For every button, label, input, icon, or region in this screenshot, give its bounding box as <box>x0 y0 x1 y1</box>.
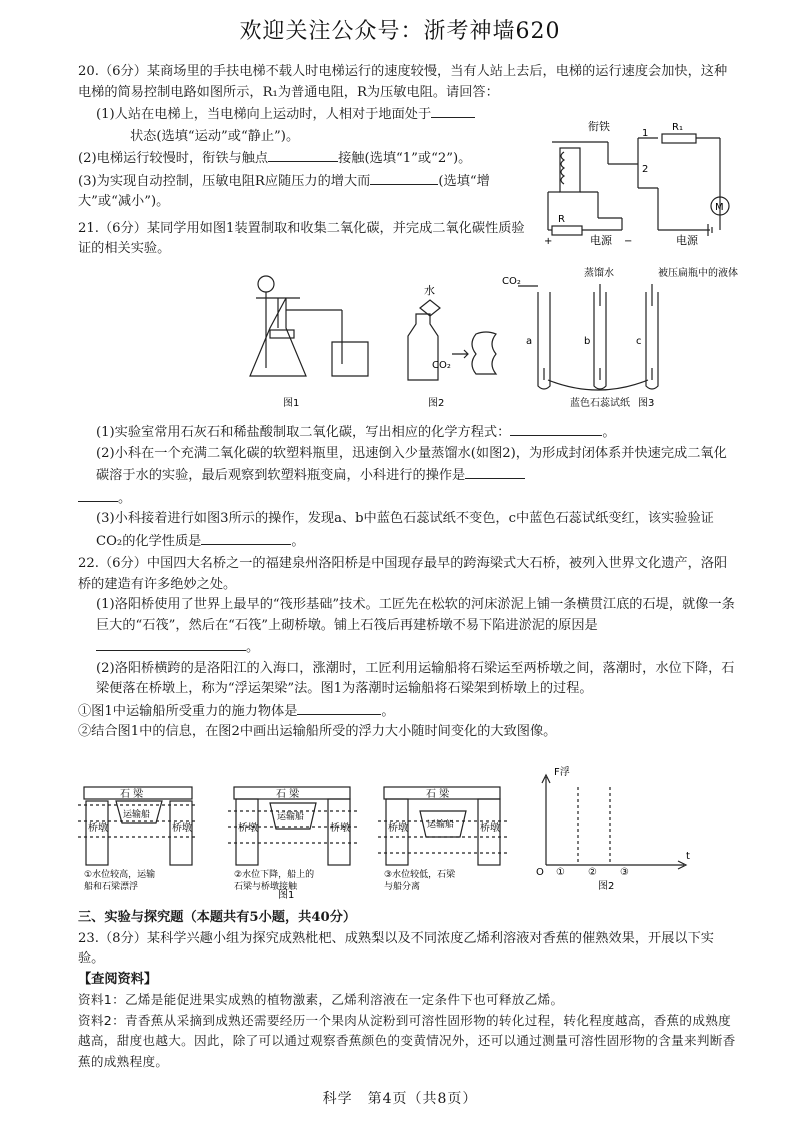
q22-sub1: ①图1中运输船所受重力的施力物体是 。 <box>78 700 738 723</box>
tick-3: ③ <box>620 866 629 878</box>
tube-b-label: b <box>584 335 591 347</box>
beam-label-2: 石 梁 <box>276 788 300 800</box>
r-label: R <box>558 214 565 225</box>
q22-sub2: ②结合图1中的信息，在图2中画出运输船所受的浮力大小随时间变化的大致图像。 <box>78 724 557 739</box>
tick-2: ② <box>588 866 597 878</box>
q20-part3: (3)为实现自动控制，压敏电阻R应随压力的增大而 (选填“增大”或“减小”)。 <box>78 170 528 213</box>
q20-part1: (1)人站在电梯上，当电梯向上运动时，人相对于地面处于 <box>78 103 528 126</box>
pier-label: 桥墩 <box>480 822 500 834</box>
q21-blank2-cont: 。 <box>78 487 738 510</box>
tube-a-label: a <box>526 335 533 347</box>
graph-y-label: F浮 <box>554 766 570 778</box>
fig3-caption: 图3 <box>638 397 655 409</box>
page-footer: 科学 第4页（共8页） <box>322 1091 478 1107</box>
graph-x-label: t <box>686 850 690 862</box>
cap3-line1: ③水位较低，石梁 <box>384 869 456 880</box>
contact1-label: 1 <box>642 128 649 139</box>
cap2-line1: ②水位下降，船上的 <box>234 869 315 880</box>
q21-blank1[interactable] <box>510 421 602 436</box>
cap1-line2: 船和石梁漂浮 <box>84 881 139 892</box>
pier-label: 桥墩 <box>388 822 408 834</box>
distilled-water-label: 蒸馏水 <box>584 267 614 279</box>
armature-label: 衔铁 <box>588 120 610 133</box>
q23-material1: 资料1：乙烯是能促进果实成熟的植物激素，乙烯利溶液在一定条件下也可释放乙烯。 <box>78 992 564 1007</box>
question-21 <box>78 219 738 553</box>
q21-part3: (3)小科接着进行如图3所示的操作，发现a、b中蓝色石蕊试纸不变色，c中蓝色石蕊试纸变红，该实验验证CO₂的化学性质是 。 <box>96 511 714 549</box>
pier-label: 桥墩 <box>238 822 258 834</box>
water-label: 水 <box>424 283 435 297</box>
q21-stem: 21.（6分）某同学用如图1装置制取和收集二氧化碳，并完成二氧化碳性质验证的相关实验。 <box>78 220 525 256</box>
liquid-label: 被压扁瓶中的液体 <box>658 267 738 279</box>
force-graph <box>542 775 686 869</box>
power2-label: 电源 <box>676 234 698 247</box>
ship-label-1: 运输船 <box>123 809 151 820</box>
q23-material2: 资料2：青香蕉从采摘到成熟还需要经历一个果肉从淀粉到可溶性固形物的转化过程，转化程度越高，香蕉的成熟度越高，甜度也越大。因此，除了可以通过观察香蕉颜色的变黄情况外，还可以通过测量可溶性固形物的含量来判断香蕉的成熟程度。 <box>78 1012 736 1069</box>
q22-blank2[interactable] <box>297 700 381 715</box>
q22-blank1[interactable] <box>96 636 246 651</box>
q23-ref-heading: 【查阅资料】 <box>78 971 158 987</box>
co2-label: CO₂ <box>432 359 451 371</box>
q20-stem: 20.（6分）某商场里的手扶电梯不载人时电梯运行的速度较慢，当有人站上去后，电梯的运行速度会加快，这种电梯的简易控制电路如图所示，R₁为普通电阻，R为压敏电阻。请回答： <box>78 64 728 100</box>
q21-blank2[interactable] <box>465 464 525 479</box>
q20-blank1[interactable] <box>431 103 475 118</box>
power1-label: 电源 <box>590 234 612 247</box>
q21-blank3[interactable] <box>201 530 291 545</box>
question-23 <box>78 929 738 1073</box>
pier-label: 桥墩 <box>172 822 192 834</box>
beam-label-3: 石 梁 <box>426 788 450 800</box>
co2-apparatus-figure <box>78 264 738 414</box>
q21-part2: (2)小科在一个充满二氧化碳的软塑料瓶里，迅速倒入少量蒸馏水(如图2)，为形成封闭体系并快速完成二氧化碳溶于水的实验，最后观察到软塑料瓶变扁，小科进行的操作是 <box>96 445 727 483</box>
cap1-line1: ①水位较高，运输 <box>84 869 156 880</box>
ship-label-3: 运输船 <box>427 819 455 830</box>
pier-label: 桥墩 <box>88 822 108 834</box>
cap2-line2: 石梁与桥墩接触 <box>234 881 298 892</box>
pier-label: 桥墩 <box>330 822 350 834</box>
tube-c-label: c <box>636 335 642 347</box>
beam-label-1: 石 梁 <box>120 788 144 800</box>
tick-1: ① <box>556 866 565 878</box>
contact2-label: 2 <box>642 164 649 175</box>
q20-part2: (2)电梯运行较慢时，衔铁与触点 接触(选填“1”或“2”)。 <box>78 147 528 170</box>
stage-captions <box>84 868 456 892</box>
r1-label: R₁ <box>672 122 683 133</box>
plus-label: + <box>544 236 553 247</box>
motor-label: M <box>715 202 724 213</box>
bridge-figure <box>78 747 738 899</box>
ship-label-2: 运输船 <box>277 811 305 822</box>
minus-label: − <box>624 236 633 247</box>
bridge-fig1-caption: 图1 <box>278 889 295 899</box>
q20-blank2[interactable] <box>268 147 338 162</box>
q22-part1: (1)洛阳桥使用了世界上最早的“筏形基础”技术。工匠先在松软的河床淤泥上铺一条横贯江底的石堤，就像一条巨大的“石筏”，然后在“石筏”上砌桥墩。铺上石筏后再建桥墩不易下陷进淤泥的原因是。 <box>96 597 735 655</box>
q22-part2: (2)洛阳桥横跨的是洛阳江的入海口，涨潮时，工匠利用运输船将石梁运至两桥墩之间，落潮时，水位下降，石梁便落在桥墩上，称为“浮运架梁”法。图1为落潮时运输船将石梁架到桥墩上的过程。 <box>96 660 735 696</box>
q23-stem: 23.（8分）某科学兴趣小组为探究成熟枇杷、成熟梨以及不同浓度乙烯利溶液对香蕉的催熟效果，开展以下实验。 <box>78 930 714 966</box>
q21-part1: (1)实验室常用石灰石和稀盐酸制取二氧化碳，写出相应的化学方程式： 。 <box>78 421 738 444</box>
fig1-caption: 图1 <box>283 397 300 409</box>
co2-in-label: CO₂ <box>502 275 521 287</box>
fig2-caption: 图2 <box>428 397 445 409</box>
banner: 欢迎关注公众号：浙考神墙620 <box>239 19 561 44</box>
question-22 <box>78 554 738 906</box>
cap3-line2: 与船分离 <box>384 881 421 892</box>
q20-blank3[interactable] <box>370 170 438 185</box>
litmus-label: 蓝色石蕊试纸 <box>570 397 630 409</box>
q22-stem: 22.（6分）中国四大名桥之一的福建泉州洛阳桥是中国现存最早的跨海梁式大石桥，被列入世界文化遗产，洛阳桥的建造有许多绝妙之处。 <box>78 556 728 592</box>
graph-origin: O <box>536 866 544 878</box>
exam-page <box>78 62 738 1072</box>
section-3-heading: 三、实验与探究题（本题共有5小题，共40分） <box>78 910 357 925</box>
graph-fig2-caption: 图2 <box>598 880 615 892</box>
q20-part1b: 状态(选填“运动”或“静止”)。 <box>130 128 300 144</box>
